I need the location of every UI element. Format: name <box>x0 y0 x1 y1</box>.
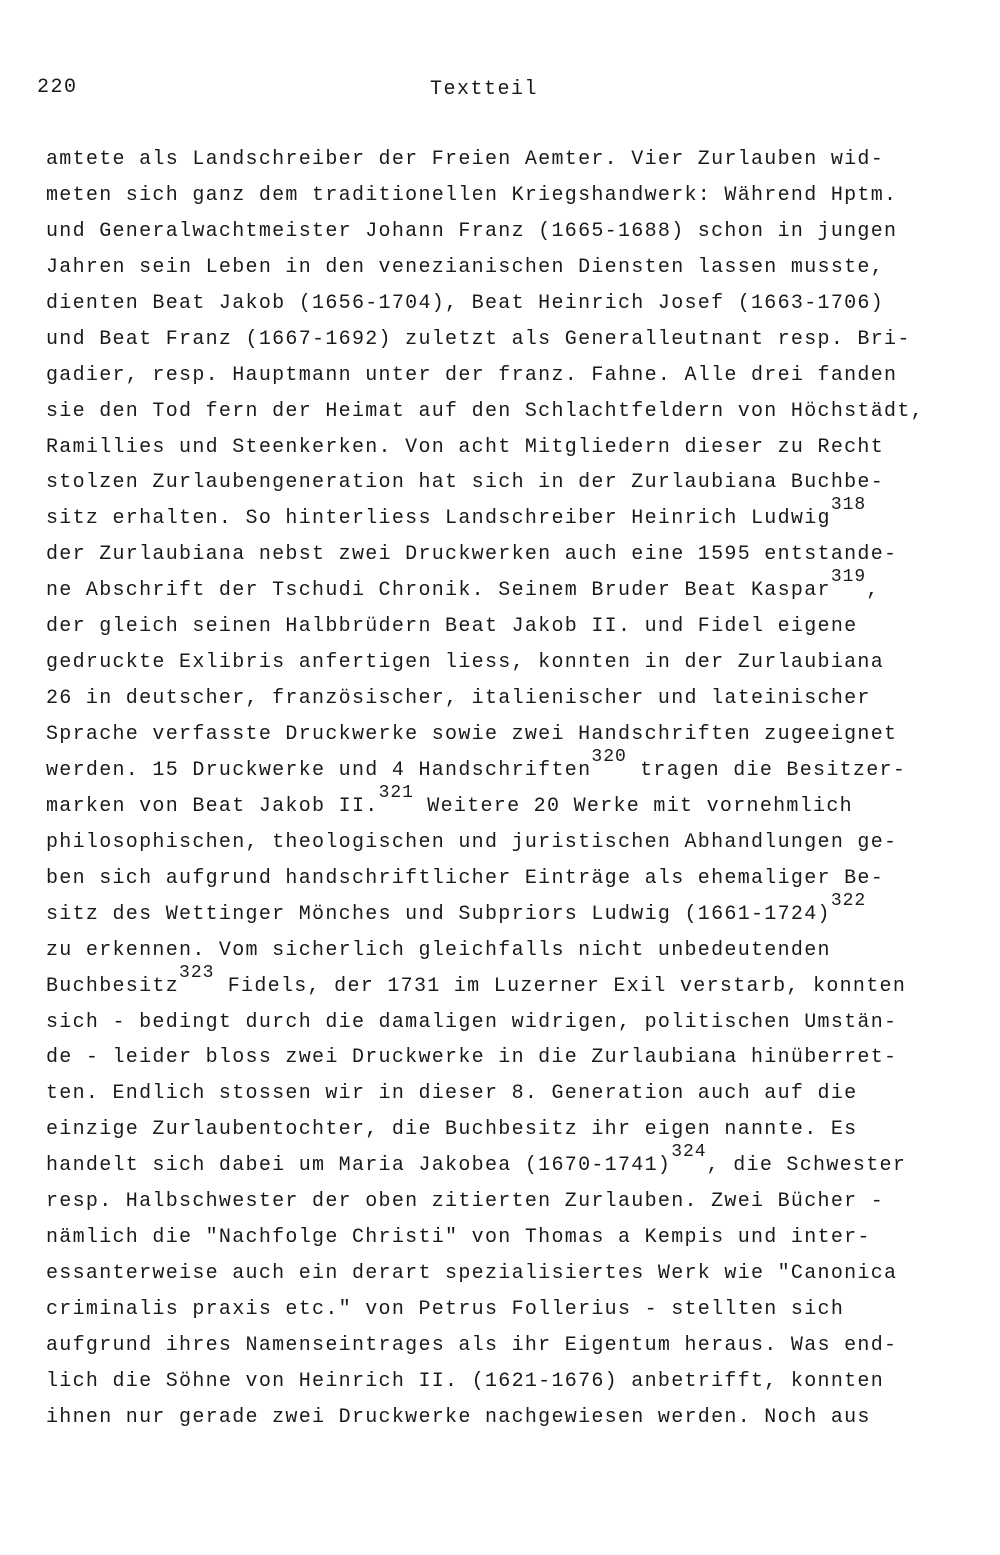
text-line <box>46 1364 986 1400</box>
text-segment: 26 in deutscher, französischer, italienischer und lateinischer <box>46 687 871 711</box>
text-segment: und Generalwachtmeister Johann Franz (1665-1688) schon in jungen <box>46 219 898 243</box>
text-line <box>46 567 986 609</box>
footnote-marker: 323 <box>179 962 215 983</box>
text-segment: Fidels, der 1731 im Luzerner Exil verstarb, konnten <box>214 974 907 998</box>
text-segment: zu erkennen. Vom sicherlich gleichfalls nicht unbedeutenden <box>46 938 831 962</box>
page-number: 220 <box>37 76 78 99</box>
text-segment: , die Schwester <box>706 1154 907 1178</box>
text-segment: Ramillies und Steenkerken. Von acht Mitgliedern dieser zu Recht <box>46 435 885 459</box>
text-segment: einzige Zurlaubentochter, die Buchbesitz ihr eigen nannte. Es <box>46 1118 858 1142</box>
text-line <box>46 1142 986 1184</box>
text-segment: sitz erhalten. So hinterliess Landschreiber Heinrich Ludwig <box>46 507 831 531</box>
text-line <box>46 1040 986 1076</box>
text-line <box>46 495 986 537</box>
text-line <box>46 645 986 681</box>
text-segment: tragen die Besitzer- <box>626 758 907 782</box>
text-segment: lich die Söhne von Heinrich II. (1621-1676) anbetrifft, konnten <box>46 1369 885 1393</box>
text-segment: gadier, resp. Hauptmann unter der franz. Fahne. Alle drei fanden <box>46 363 898 387</box>
text-segment: philosophischen, theologischen und juristischen Abhandlungen ge- <box>46 830 898 854</box>
text-segment: nämlich die "Nachfolge Christi" von Thomas a Kempis und inter- <box>46 1226 871 1250</box>
text-line <box>46 1256 986 1292</box>
text-line <box>46 890 986 933</box>
text-segment: resp. Halbschwester der oben zitierten Zurlauben. Zwei Bücher - <box>46 1190 885 1214</box>
text-segment: sitz des Wettinger Mönches und Subpriors Ludwig (1661-1724) <box>46 902 831 926</box>
text-line <box>46 1292 986 1328</box>
text-line <box>46 1400 986 1436</box>
footnote-marker: 324 <box>671 1142 707 1163</box>
text-segment: sie den Tod fern der Heimat auf den Schlachtfeldern von Höchstädt, <box>46 399 924 423</box>
text-segment: handelt sich dabei um Maria Jakobea (1670-1741) <box>46 1154 672 1178</box>
text-segment: dienten Beat Jakob (1656-1704), Beat Heinrich Josef (1663-1706) <box>46 291 885 315</box>
text-line <box>46 214 986 250</box>
text-segment: der gleich seinen Halbbrüdern Beat Jakob II. und Fidel eigene <box>46 615 858 639</box>
text-segment: aufgrund ihres Namenseintrages als ihr Eigentum heraus. Was end- <box>46 1333 898 1357</box>
text-line <box>46 825 986 861</box>
text-segment: amtete als Landschreiber der Freien Aemter. Vier Zurlauben wid- <box>46 148 885 171</box>
text-line <box>46 746 986 789</box>
footnote-marker: 318 <box>830 495 867 516</box>
text-segment: Sprache verfasste Druckwerke sowie zwei Handschriften zugeeignet <box>46 723 898 746</box>
text-segment: Weitere 20 Werke mit vornehmlich <box>413 794 853 818</box>
text-line <box>46 1328 986 1364</box>
text-segment: ne Abschrift der Tschudi Chronik. Seinem Bruder Beat Kaspar <box>46 579 831 603</box>
footnote-marker: 322 <box>830 890 867 911</box>
text-line <box>46 1005 986 1041</box>
text-segment: und Beat Franz (1667-1692) zuletzt als Generalleutnant resp. Bri- <box>46 327 911 351</box>
text-line <box>46 286 986 322</box>
text-segment: Buchbesitz <box>46 974 180 998</box>
text-line <box>46 1112 986 1148</box>
text-line <box>46 430 986 466</box>
text-line <box>46 717 986 753</box>
text-segment: , <box>866 579 880 603</box>
footnote-marker: 319 <box>830 567 867 588</box>
text-segment: ihnen nur gerade zwei Druckwerke nachgewiesen werden. Noch aus <box>46 1405 871 1429</box>
text-line <box>46 782 986 825</box>
text-segment: marken von Beat Jakob II. <box>46 794 379 818</box>
text-line <box>46 142 986 178</box>
footnote-marker: 320 <box>591 746 627 767</box>
text-segment: gedruckte Exlibris anfertigen liess, konnten in der Zurlaubiana <box>46 651 885 675</box>
text-line <box>46 962 986 1005</box>
text-segment: criminalis praxis etc." von Petrus Follerius - stellten sich <box>46 1298 845 1321</box>
text-segment: sich - bedingt durch die damaligen widrigen, politischen Umstän- <box>46 1010 898 1034</box>
text-line <box>46 1220 986 1256</box>
text-segment: essanterweise auch ein derart spezialisiertes Werk wie "Canonica <box>46 1262 898 1286</box>
text-line <box>46 1076 986 1112</box>
text-line <box>46 394 986 430</box>
running-head: Textteil <box>430 78 539 101</box>
text-line <box>46 322 986 358</box>
text-segment: ben sich aufgrund handschriftlicher Einträge als ehemaliger Be- <box>46 866 885 890</box>
text-segment: de - leider bloss zwei Druckwerke in die Zurlaubiana hinüberret- <box>46 1046 898 1070</box>
text-segment: werden. 15 Druckwerke und 4 Handschriften <box>46 758 592 782</box>
text-segment: stolzen Zurlaubengeneration hat sich in der Zurlaubiana Buchbe- <box>46 471 885 495</box>
text-line <box>46 250 986 286</box>
text-segment: meten sich ganz dem traditionellen Kriegshandwerk: Während Hptm. <box>46 183 898 207</box>
text-segment: Jahren sein Leben in den venezianischen Diensten lassen musste, <box>46 255 885 279</box>
text-line <box>46 1184 986 1220</box>
text-line <box>46 178 986 214</box>
text-segment: der Zurlaubiana nebst zwei Druckwerken auch eine 1595 entstande- <box>46 543 898 567</box>
text-line <box>46 609 986 645</box>
text-line <box>46 358 986 394</box>
text-line <box>46 681 986 717</box>
footnote-marker: 321 <box>378 782 414 803</box>
text-segment: ten. Endlich stossen wir in dieser 8. Generation auch auf die <box>46 1082 858 1106</box>
body-text <box>46 142 986 1436</box>
